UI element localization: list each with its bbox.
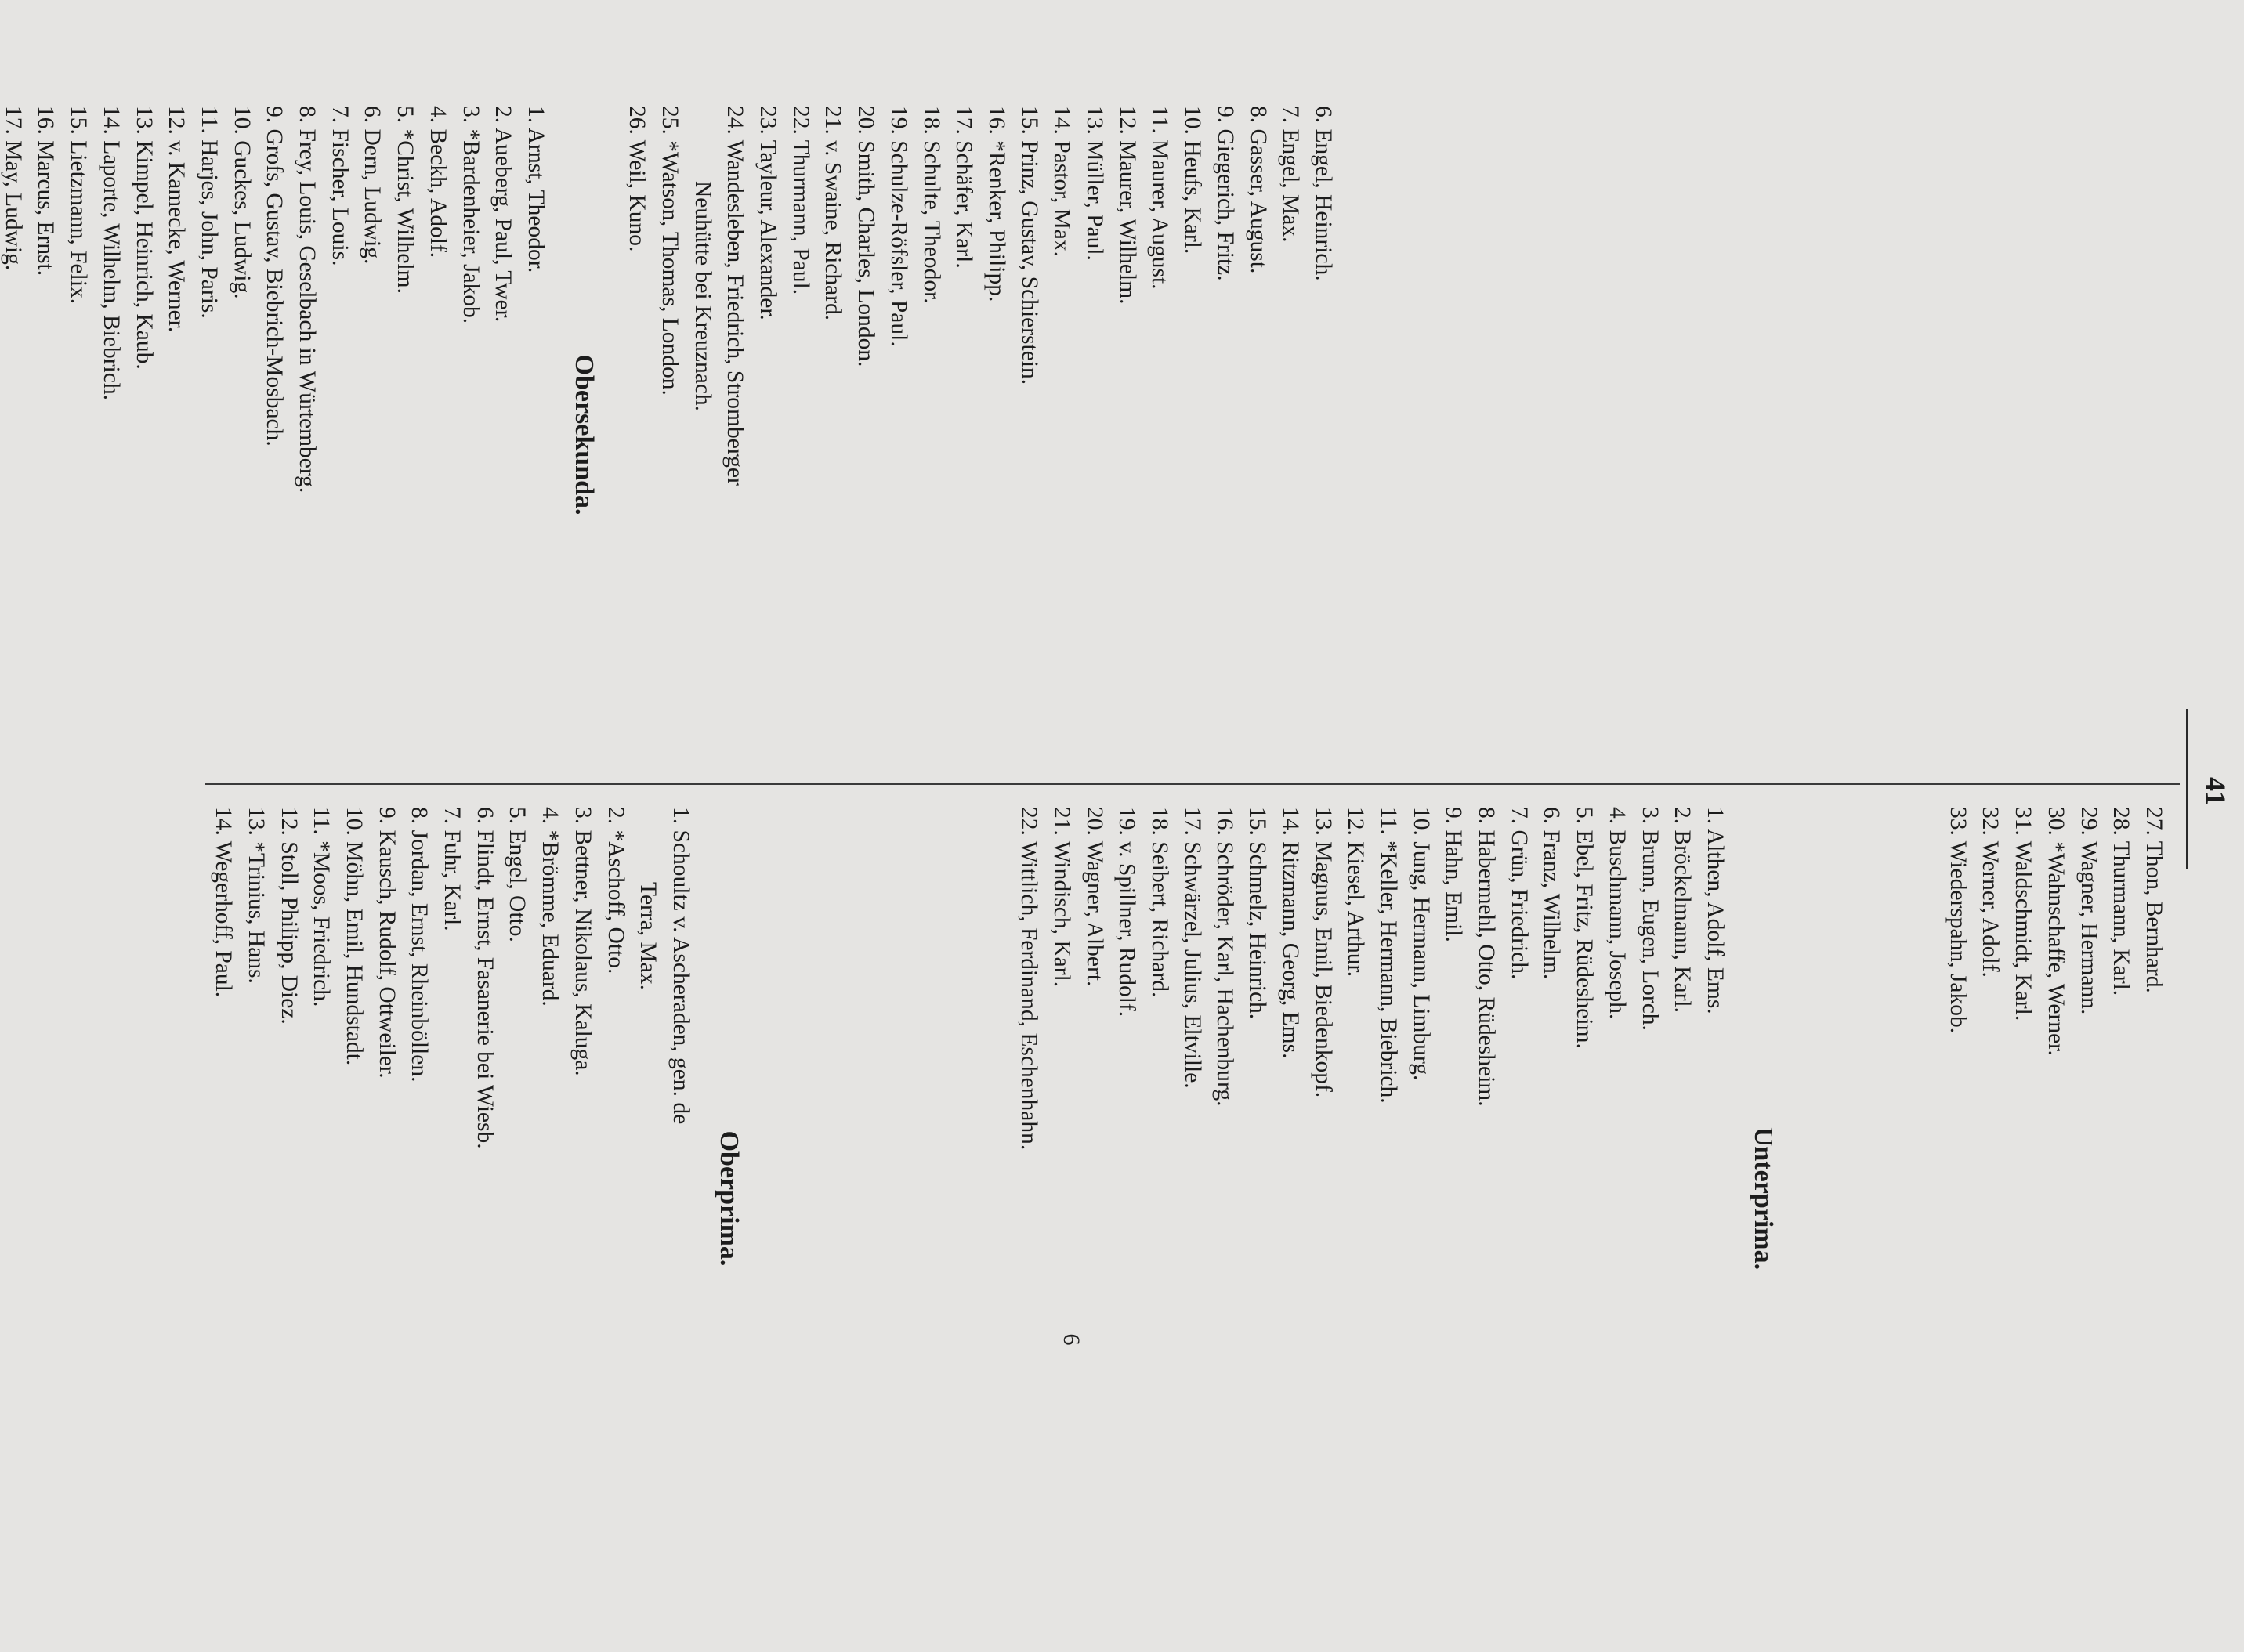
list-entry: Neuhütte bei Kreuznach. bbox=[689, 181, 715, 412]
list-entry: 20. Wagner, Albert. bbox=[1081, 807, 1107, 987]
list-entry: 3. *Bardenheier, Jakob. bbox=[458, 106, 483, 324]
obersekunda-heading: Obersekunda. bbox=[570, 354, 599, 515]
list-entry: 4. Buschmann, Joseph. bbox=[1604, 807, 1630, 1020]
oberprima-heading: Oberprima. bbox=[715, 1130, 744, 1267]
list-entry: 26. Weil, Kuno. bbox=[624, 106, 650, 252]
signature-mark: 6 bbox=[1059, 1333, 1084, 1346]
list-entry: 2. *Aschoff, Otto. bbox=[603, 807, 628, 974]
header-rule bbox=[2186, 709, 2188, 869]
list-entry: 3. Brunn, Eugen, Lorch. bbox=[1637, 807, 1663, 1031]
list-entry: 17. Schäfer, Karl. bbox=[951, 106, 977, 269]
list-entry: 12. Kiesel, Arthur. bbox=[1343, 807, 1369, 978]
list-entry: 15. Schmelz, Heinrich. bbox=[1245, 807, 1271, 1020]
list-entry: 5. Ebel, Fritz, Rüdesheim. bbox=[1572, 807, 1598, 1049]
list-entry: 8. Jordan, Ernst, Rheinböllen. bbox=[407, 807, 433, 1083]
list-entry: 2. Aueberg, Paul, Twer. bbox=[490, 106, 516, 323]
list-entry: 22. Thurmann, Paul. bbox=[787, 106, 813, 295]
list-entry: 7. Grün, Friedrich. bbox=[1506, 807, 1532, 980]
list-entry: 19. Schulze-Röfsler, Paul. bbox=[885, 106, 911, 347]
list-entry: 10. Möhn, Emil, Hundstadt. bbox=[341, 807, 367, 1066]
list-entry: 13. *Trinius, Hans. bbox=[243, 807, 269, 984]
list-entry: 11. Maurer, August. bbox=[1147, 106, 1173, 290]
list-entry: 19. v. Spillner, Rudolf. bbox=[1114, 807, 1140, 1018]
list-entry: 5. *Christ, Wilhelm. bbox=[393, 106, 418, 295]
upper-right-list bbox=[1941, 807, 2170, 1590]
list-entry: 12. v. Kamecke, Werner. bbox=[164, 106, 190, 333]
list-entry: 10. Guckes, Ludwig. bbox=[229, 106, 255, 299]
list-entry: 11. Harjes, John, Paris. bbox=[196, 106, 222, 319]
list-entry: 10. Heufs, Karl. bbox=[1180, 106, 1206, 255]
list-entry: 16. Schröder, Karl, Hachenburg. bbox=[1212, 807, 1238, 1107]
list-entry: 31. Waldschmidt, Karl. bbox=[2011, 807, 2036, 1021]
list-entry: 22. Wittlich, Ferdinand, Eschenhahn. bbox=[1016, 807, 1042, 1151]
list-entry: 3. Bettner, Nikolaus, Kaluga. bbox=[570, 807, 595, 1076]
list-entry: 6. Engel, Heinrich. bbox=[1311, 106, 1336, 281]
list-entry: 9. Grofs, Gustav, Biebrich-Mosbach. bbox=[262, 106, 288, 446]
list-entry: 6. Franz, Wilhelm. bbox=[1539, 807, 1565, 980]
list-entry: 12. Stoll, Philipp, Diez. bbox=[276, 807, 302, 1025]
list-entry: 29. Wagner, Hermann. bbox=[2076, 807, 2101, 1015]
list-entry: 11. *Moos, Friedrich. bbox=[309, 807, 335, 1007]
list-entry: 8. Frey, Louis, Geselbach in Würtemberg. bbox=[295, 106, 320, 493]
list-entry: 16. Marcus, Ernst. bbox=[33, 106, 59, 277]
list-entry: 4. *Brömme, Eduard. bbox=[537, 807, 563, 1007]
list-entry: 7. Fuhr, Karl. bbox=[440, 807, 465, 931]
list-entry: 7. Fischer, Louis. bbox=[327, 106, 353, 266]
list-entry: Terra, Max. bbox=[635, 882, 661, 990]
list-entry: 27. Thon, Bernhard. bbox=[2141, 807, 2166, 993]
list-entry: 21. v. Swaine, Richard. bbox=[820, 106, 846, 321]
list-entry: 17. May, Ludwig. bbox=[0, 106, 26, 271]
upper-left-list bbox=[621, 106, 1339, 764]
list-entry: 23. Tayleur, Alexander. bbox=[755, 106, 781, 320]
list-entry: 17. Schwärzel, Julius, Eltville. bbox=[1179, 807, 1205, 1089]
list-entry: 14. Ritzmann, Georg, Ems. bbox=[1277, 807, 1303, 1059]
list-entry: 25. *Watson, Thomas, London. bbox=[657, 106, 682, 396]
list-entry: 21. Windisch, Karl. bbox=[1048, 807, 1074, 988]
list-entry: 24. Wandesleben, Friedrich, Stromberger bbox=[722, 106, 748, 486]
list-entry: 28. Thurmann, Karl. bbox=[2108, 807, 2134, 996]
list-entry: 15. Prinz, Gustav, Schierstein. bbox=[1016, 106, 1042, 385]
unterprima-heading: Unterprima. bbox=[1749, 1126, 1778, 1271]
list-entry: 11. *Keller, Hermann, Biebrich. bbox=[1375, 807, 1401, 1104]
list-entry: 18. Schulte, Theodor. bbox=[918, 106, 944, 304]
list-entry: 33. Wiederspahn, Jakob. bbox=[1945, 807, 1971, 1034]
list-entry: 2. Bröckelmann, Karl. bbox=[1670, 807, 1696, 1013]
list-entry: 5. Engel, Otto. bbox=[505, 807, 530, 942]
list-entry: 18. Seibert, Richard. bbox=[1147, 807, 1173, 998]
list-entry: 13. Müller, Paul. bbox=[1082, 106, 1108, 261]
list-entry: 9. Giegerich, Fritz. bbox=[1212, 106, 1238, 281]
list-entry: 14. Pastor, Max. bbox=[1049, 106, 1075, 258]
list-entry: 12. Maurer, Wilhelm. bbox=[1114, 106, 1140, 305]
list-entry: 16. *Renker, Philipp. bbox=[983, 106, 1009, 302]
list-entry: 14. Laporte, Wilhelm, Biebrich. bbox=[98, 106, 124, 400]
list-entry: 7. Engel, Max. bbox=[1278, 106, 1304, 243]
list-entry: 13. Kimpel, Heinrich, Kaub. bbox=[131, 106, 157, 370]
list-entry: 32. Werner, Adolf. bbox=[1978, 807, 2003, 978]
list-entry: 6. Dern, Ludwig. bbox=[360, 106, 385, 265]
list-entry: 10. Jung, Hermann, Limburg. bbox=[1408, 807, 1434, 1081]
list-entry: 9. Hahn, Emil. bbox=[1441, 807, 1467, 942]
list-entry: 30. *Wahnschaffe, Werner. bbox=[2043, 807, 2068, 1056]
column-divider bbox=[205, 783, 2180, 785]
unterprima-section bbox=[1012, 807, 1778, 1590]
list-entry: 6. Flindt, Ernst, Fasanerie bei Wiesb. bbox=[472, 807, 498, 1149]
list-entry: 15. Lietzmann, Felix. bbox=[66, 106, 92, 305]
list-entry: 8. Habermehl, Otto, Rüdesheim. bbox=[1474, 807, 1500, 1107]
list-entry: 4. Beckh, Adolf. bbox=[425, 106, 451, 258]
list-entry: 13. Magnus, Emil, Biedenkopf. bbox=[1310, 807, 1336, 1098]
list-entry: 1. Schoultz v. Ascheraden, gen. de bbox=[668, 807, 693, 1125]
list-entry: 14. Wegerhoff, Paul. bbox=[211, 807, 237, 998]
list-entry: 1. Althen, Adolf, Ems. bbox=[1703, 807, 1728, 1014]
list-entry: 8. Gasser, August. bbox=[1245, 106, 1271, 274]
page-number: 41 bbox=[2200, 777, 2231, 805]
list-entry: 1. Arnst, Theodor. bbox=[523, 106, 548, 273]
obersekunda-section bbox=[0, 106, 599, 764]
oberprima-section bbox=[206, 807, 744, 1590]
list-entry: 9. Kausch, Rudolf, Ottweiler. bbox=[374, 807, 400, 1079]
list-entry: 20. Smith, Charles, London. bbox=[853, 106, 879, 367]
